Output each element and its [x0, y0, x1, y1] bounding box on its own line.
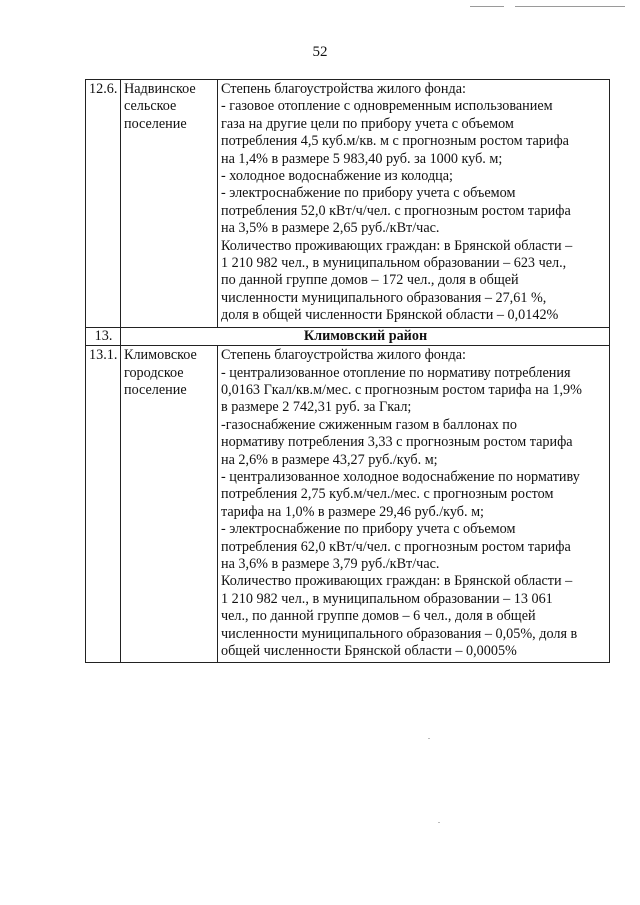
- row-number: 13.1.: [86, 346, 121, 663]
- row-number: 12.6.: [86, 80, 121, 328]
- settlement-name: Климовское городское поселение: [121, 346, 218, 663]
- section-row: [86, 327, 610, 345]
- scan-mark-left: [470, 6, 504, 7]
- scan-mark-right: [515, 6, 625, 7]
- settlement-name: Надвинское сельское поселение: [121, 80, 218, 328]
- settlements-table: [85, 79, 610, 663]
- scan-speck: [438, 822, 440, 823]
- section-number: 13.: [86, 327, 121, 345]
- page-number: 52: [312, 44, 328, 60]
- table-row: [86, 80, 610, 328]
- settlement-description: Степень благоустройства жилого фонда: - централизованное отопление по нормативу потребления 0,0163 Гкал/кв.м/мес. с прогнозным ростом тарифа на 1,9% в размере 2 742,31 руб. за Гкал; -газоснабжение сжиженным газом в баллонах по нормативу потребления 3,33 с прогнозным ростом тарифа на 2,6% в размере 43,27 руб./куб. м; - централизованное холодное водоснабжение по нормативу потребления 2,75 куб.м/чел./мес. с прогнозным ростом тарифа на 1,0% в размере 29,46 руб./куб. м; - электроснабжение по прибору учета с объемом потребления 62,0 кВт/ч/чел. с прогнозным ростом тарифа на 3,6% в размере 3,79 руб./кВт/час. Количество проживающих граждан: в Брянской области – 1 210 982 чел., в муниципальном образовании – 13 061 чел., по данной группе домов – 6 чел., доля в общей численности муниципального образования – 0,05%, доля в общей численности Брянской области – 0,0005%: [218, 346, 610, 663]
- scan-speck: [428, 738, 430, 739]
- table-row: [86, 346, 610, 663]
- section-title: Климовский район: [121, 327, 610, 345]
- settlement-description: Степень благоустройства жилого фонда: - газовое отопление с одновременным использованием газа на другие цели по прибору учета с объемом потребления 4,5 куб.м/кв. м с прогнозным ростом тарифа на 1,4% в размере 5 983,40 руб. за 1000 куб. м; - холодное водоснабжение из колодца; - электроснабжение по прибору учета с объемом потребления 52,0 кВт/ч/чел. с прогнозным ростом тарифа на 3,5% в размере 2,65 руб./кВт/час. Количество проживающих граждан: в Брянской области – 1 210 982 чел., в муниципальном образовании – 623 чел., по данной группе домов – 172 чел., доля в общей численности муниципального образования – 27,61 %, доля в общей численности Брянской области – 0,0142%: [218, 80, 610, 328]
